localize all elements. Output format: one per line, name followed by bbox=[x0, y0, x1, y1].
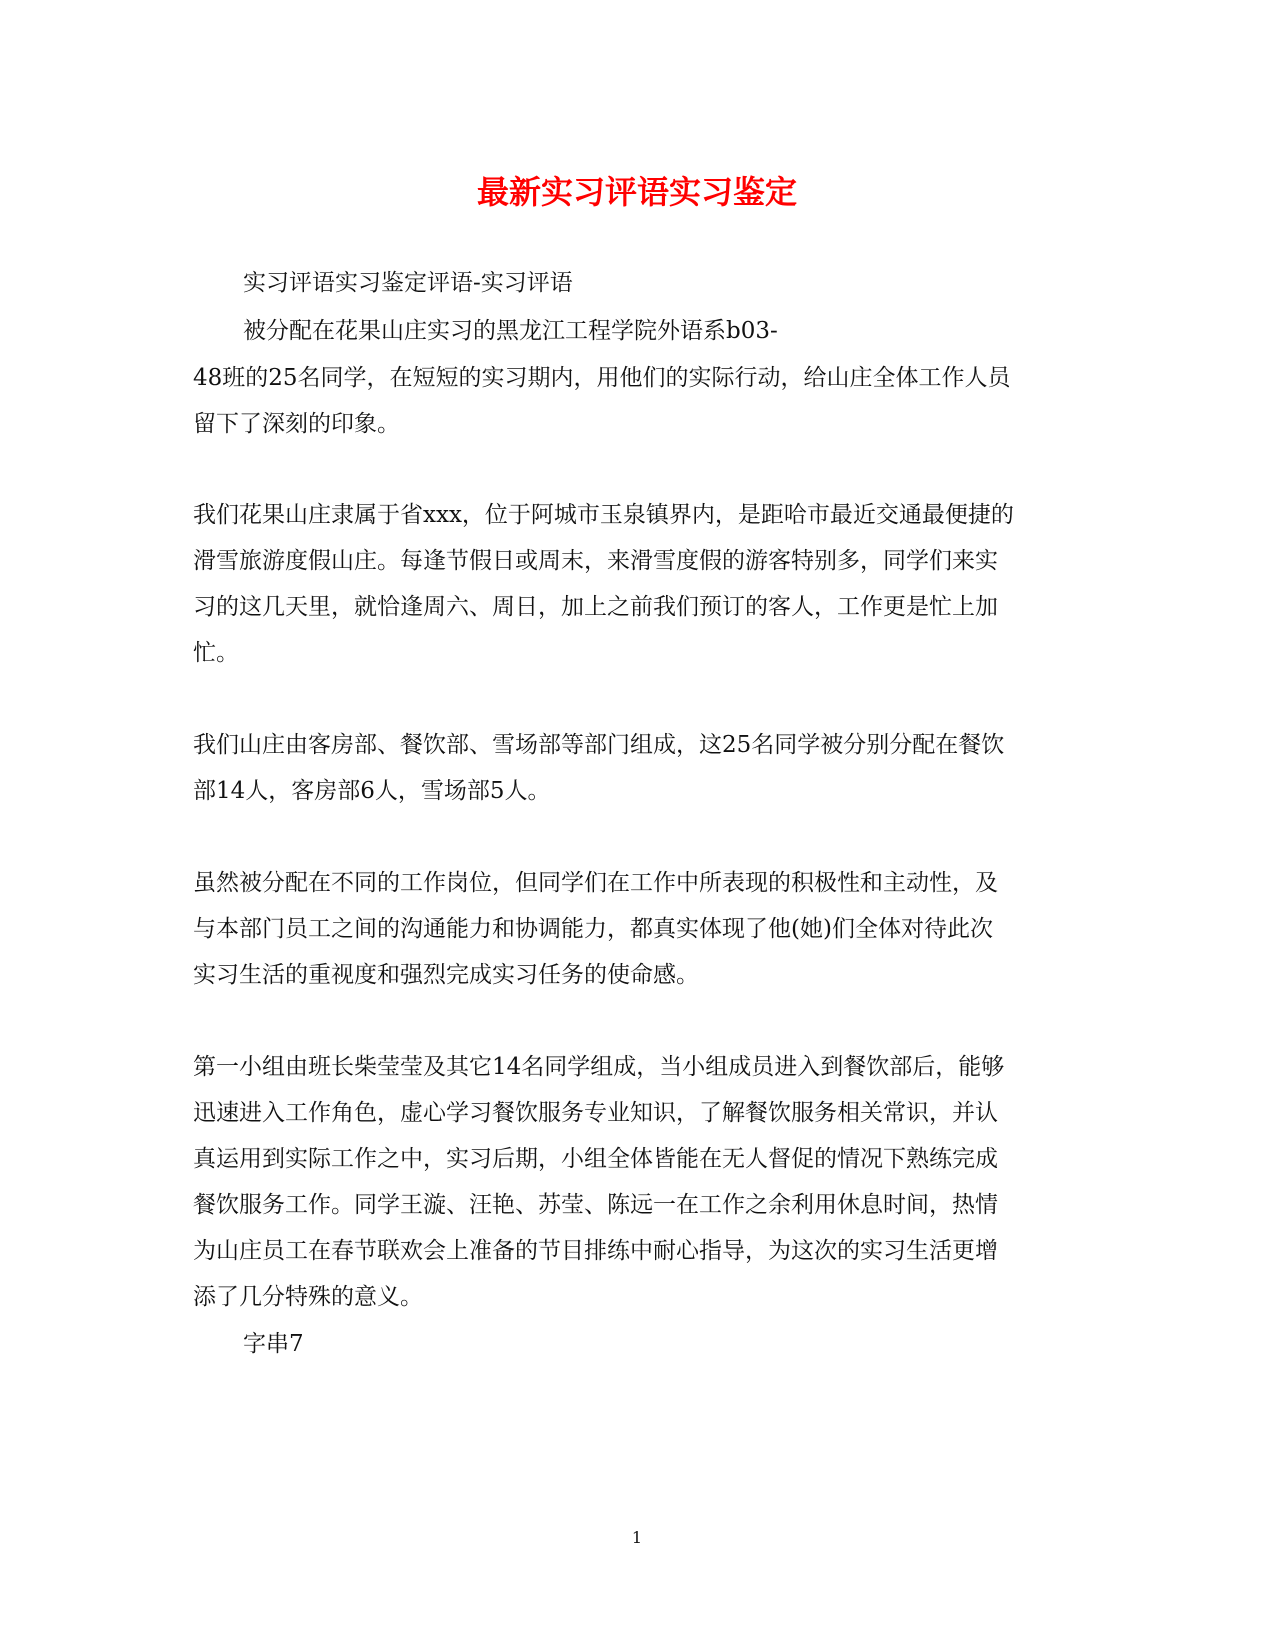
paragraph-2-line-3: 习的这几天里，就恰逢周六、周日，加上之前我们预订的客人，工作更是忙上加 bbox=[193, 594, 998, 620]
paragraph-3-line-1: 我们山庄由客房部、餐饮部、雪场部等部门组成，这25名同学被分别分配在餐饮 bbox=[193, 732, 1005, 758]
page-number: 1 bbox=[631, 1528, 643, 1547]
document-subtitle: 实习评语实习鉴定评语-实习评语 bbox=[243, 270, 573, 296]
intro-line-2: 48班的25名同学，在短短的实习期内，用他们的实际行动，给山庄全体工作人员 bbox=[193, 365, 1011, 391]
paragraph-5-line-1: 第一小组由班长柴莹莹及其它14名同学组成，当小组成员进入到餐饮部后，能够 bbox=[193, 1054, 1005, 1080]
intro-line-1: 被分配在花果山庄实习的黑龙江工程学院外语系b03- bbox=[243, 318, 778, 344]
intro-line-3: 留下了深刻的印象。 bbox=[193, 411, 400, 437]
paragraph-4-line-2: 与本部门员工之间的沟通能力和协调能力，都真实体现了他(她)们全体对待此次 bbox=[193, 916, 993, 942]
paragraph-4-line-1: 虽然被分配在不同的工作岗位，但同学们在工作中所表现的积极性和主动性，及 bbox=[193, 870, 998, 896]
paragraph-5-line-4: 餐饮服务工作。同学王漩、汪艳、苏莹、陈远一在工作之余利用休息时间，热情 bbox=[193, 1192, 998, 1218]
paragraph-3-line-2: 部14人，客房部6人，雪场部5人。 bbox=[193, 778, 551, 804]
paragraph-5-line-2: 迅速进入工作角色，虚心学习餐饮服务专业知识，了解餐饮服务相关常识，并认 bbox=[193, 1100, 998, 1126]
paragraph-2-line-4: 忙。 bbox=[193, 640, 239, 666]
paragraph-2-line-2: 滑雪旅游度假山庄。每逢节假日或周末，来滑雪度假的游客特别多，同学们来实 bbox=[193, 548, 998, 574]
paragraph-5-line-6: 添了几分特殊的意义。 bbox=[193, 1284, 423, 1310]
paragraph-5-line-3: 真运用到实际工作之中，实习后期，小组全体皆能在无人督促的情况下熟练完成 bbox=[193, 1146, 998, 1172]
paragraph-4-line-3: 实习生活的重视度和强烈完成实习任务的使命感。 bbox=[193, 962, 699, 988]
paragraph-2-line-1: 我们花果山庄隶属于省xxx，位于阿城市玉泉镇界内，是距哈市最近交通最便捷的 bbox=[193, 502, 1014, 528]
document-title: 最新实习评语实习鉴定 bbox=[476, 173, 797, 211]
footer-note: 字串7 bbox=[243, 1331, 304, 1357]
paragraph-5-line-5: 为山庄员工在春节联欢会上准备的节目排练中耐心指导，为这次的实习生活更增 bbox=[193, 1238, 998, 1264]
